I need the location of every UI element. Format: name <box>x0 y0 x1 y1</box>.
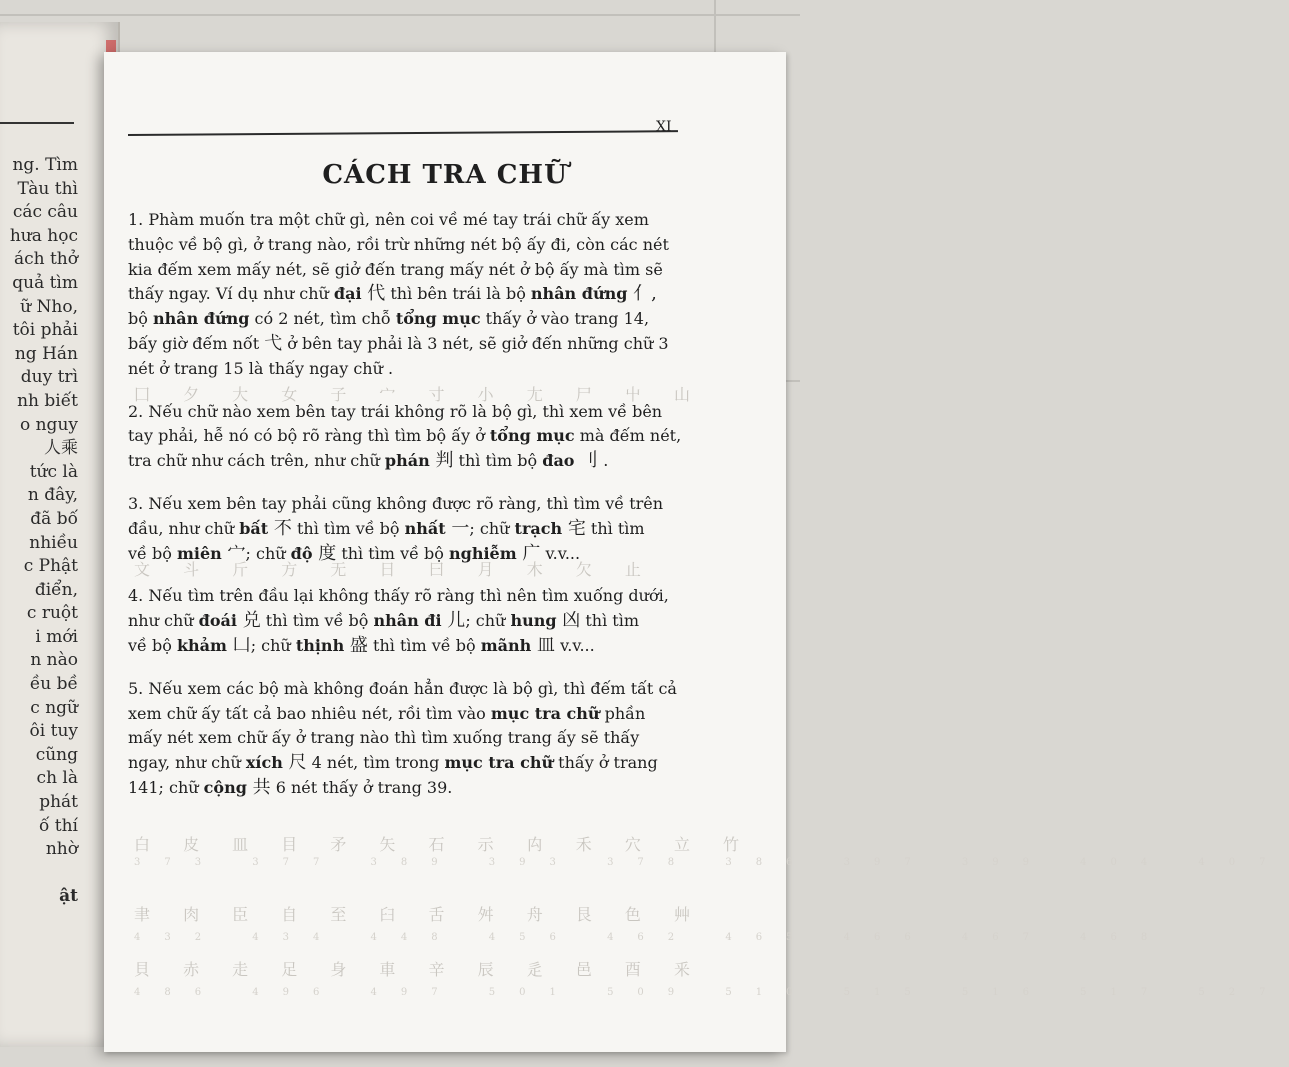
left-page-line: phát <box>39 792 78 813</box>
text-segment: thì tìm về bộ <box>367 635 481 655</box>
bold-term: miên <box>176 543 222 563</box>
text-segment: tay phải, hễ nó có bộ rõ ràng thì tìm bộ ấy ở <box>128 426 490 446</box>
bleed-through: 貝 赤 走 足 身 車 辛 辰 辵 邑 酉 釆 <box>134 960 704 979</box>
left-page-line: ật <box>59 886 78 907</box>
han-character: 皿 <box>531 634 555 656</box>
text-segment: thì bên trái là bộ <box>385 284 531 304</box>
book-page <box>104 52 1289 1052</box>
text-line <box>128 424 708 449</box>
bold-term: khảm <box>176 635 227 655</box>
page-number: XI <box>656 119 672 135</box>
text-segment: thấy ở vào trang 14, <box>480 309 650 329</box>
left-page-line: nhiều <box>29 532 78 553</box>
left-page-line: Tàu thì <box>17 178 78 199</box>
text-segment: về bộ <box>128 543 177 563</box>
text-segment: thấy ngay. Ví dụ như chữ <box>128 284 334 304</box>
bold-term: mục tra chữ <box>444 753 554 773</box>
text-segment: phần <box>599 703 646 723</box>
left-page-line: ng. Tìm <box>12 155 78 175</box>
text-segment: nét ở trang 15 là thấy ngay chữ . <box>128 358 394 378</box>
text-segment: 4. Nếu tìm trên đầu lại không thấy rõ ràng thì nên tìm xuống dưới, <box>128 586 669 606</box>
han-character: 凵 <box>226 634 251 656</box>
left-page-line: hưa học <box>9 225 78 246</box>
left-page-line: i mới <box>35 626 78 647</box>
left-page-line: ôi tuy <box>29 721 78 742</box>
left-page-line: duy trì <box>20 367 78 388</box>
left-page-line: ố thí <box>38 815 78 836</box>
text-line <box>128 702 708 727</box>
left-page-line: ch là <box>36 768 78 789</box>
floor-tile-line <box>0 14 800 16</box>
left-page-text <box>0 154 118 909</box>
text-segment: ; chữ <box>465 611 511 631</box>
text-segment: v.v... <box>540 543 581 563</box>
bold-term: tổng mục <box>395 309 481 329</box>
left-page-header-rule <box>0 122 74 124</box>
bleed-through: 囗 夕 大 女 子 宀 寸 小 尢 尸 屮 山 <box>134 385 704 404</box>
bold-term: cộng <box>203 777 247 797</box>
text-segment: thuộc về bộ gì, ở trang nào, rồi trừ những nét bộ ấy đi, còn các nét <box>128 234 669 254</box>
text-segment: tra chữ như cách trên, như chữ <box>128 451 385 471</box>
left-page-line: ều bề <box>29 674 78 695</box>
text-segment: mà đếm nét, <box>574 426 682 446</box>
text-line <box>128 282 708 307</box>
text-line <box>128 584 708 609</box>
paragraph-2 <box>128 400 708 474</box>
text-segment: ; chữ <box>245 543 291 563</box>
bold-term: tổng mục <box>489 426 575 446</box>
left-page <box>0 22 120 1047</box>
text-line <box>128 726 708 751</box>
text-segment: 3. Nếu xem bên tay phải cũng không được rõ ràng, thì tìm về trên <box>128 493 664 513</box>
text-segment: ; chữ <box>469 518 515 538</box>
bleed-through: 聿 肉 臣 自 至 臼 舌 舛 舟 艮 色 艸 <box>134 905 704 924</box>
bold-term: trạch <box>514 518 563 538</box>
left-page-line: c ngữ <box>30 697 78 718</box>
han-character: 代 <box>361 283 386 305</box>
left-page-line: đã bố <box>30 508 78 529</box>
bold-term: mãnh <box>480 635 532 655</box>
left-page-line: nh biết <box>17 390 78 411</box>
text-line <box>128 776 708 801</box>
text-segment: ngay, như chữ <box>128 753 246 773</box>
text-segment: 141; chữ <box>128 777 204 797</box>
text-line <box>128 400 708 425</box>
han-character: 弋 <box>264 332 283 354</box>
bold-term: đại <box>333 284 362 304</box>
han-character: 共 <box>246 776 271 798</box>
han-character: 刂 <box>574 450 599 472</box>
bleed-through: 486 496 497 501 509 510 515 516 517 527 <box>134 987 1289 998</box>
han-character: 不 <box>268 517 292 539</box>
text-segment: 5. Nếu xem các bộ mà không đoán hẳn được là bộ gì, thì đếm tất cả <box>128 678 677 698</box>
text-line <box>128 332 708 357</box>
bold-term: thịnh <box>295 635 345 655</box>
text-line <box>128 634 708 659</box>
text-line <box>128 751 708 776</box>
text-line <box>128 357 708 382</box>
left-page-line: nhờ <box>45 839 78 860</box>
bold-term: độ <box>290 543 313 563</box>
left-page-line: n nào <box>30 650 78 671</box>
text-segment: như chữ <box>128 611 199 631</box>
text-segment: . <box>598 451 609 471</box>
bold-term: nhân đứng <box>152 309 250 329</box>
text-line <box>128 677 708 702</box>
han-character: 宀 <box>221 542 246 564</box>
han-character: 兑 <box>236 610 261 632</box>
bold-term: hung <box>510 611 557 631</box>
han-character: 度 <box>312 542 337 564</box>
bleed-through: 白 皮 皿 目 矛 矢 石 示 禸 禾 穴 立 竹 <box>134 835 754 854</box>
left-page-line: ữ Nho, <box>20 296 78 317</box>
bold-term: xích <box>245 753 283 773</box>
text-line <box>128 233 708 258</box>
han-character: 宅 <box>562 517 586 539</box>
text-line <box>128 492 708 517</box>
bold-term: đoái <box>198 611 237 631</box>
han-character: 尺 <box>282 752 307 774</box>
bold-term: nhất <box>404 518 446 538</box>
han-character: 儿 <box>441 610 466 632</box>
text-segment: kia đếm xem mấy nét, sẽ giở đến trang mấy nét ở bộ ấy mà tìm sẽ <box>128 259 663 279</box>
text-segment: xem chữ ấy tất cả bao nhiêu nét, rồi tìm vào <box>128 703 491 723</box>
text-segment: ; chữ <box>250 635 296 655</box>
text-line <box>128 258 708 283</box>
left-page-line: ách thở <box>13 249 78 270</box>
left-page-line: 人乘 <box>44 438 78 459</box>
text-segment: mấy nét xem chữ ấy ở trang nào thì tìm xuống trang ấy sẽ thấy <box>128 728 640 748</box>
text-segment: đầu, như chữ <box>128 518 240 538</box>
header-rule <box>128 130 678 136</box>
text-segment: thì tìm <box>585 518 645 538</box>
left-page-line: quả tìm <box>12 272 78 293</box>
page-title: CÁCH TRA CHỮ <box>322 160 568 190</box>
text-segment: thì tìm bộ <box>453 451 543 471</box>
han-character: 广 <box>516 542 541 564</box>
han-character: 凶 <box>556 610 581 632</box>
text-line <box>128 517 708 542</box>
text-segment: v.v... <box>555 635 595 655</box>
bleed-through: 文 斗 斤 方 无 日 曰 月 木 欠 止 <box>134 560 655 579</box>
text-segment: thấy ở trang <box>553 753 658 773</box>
text-segment: bấy giờ đếm nốt <box>128 333 265 353</box>
paragraph-4 <box>128 584 708 658</box>
han-character: 亻, <box>627 283 657 305</box>
text-line <box>128 449 708 474</box>
left-page-line: tức là <box>29 461 78 482</box>
bleed-through: 432 434 448 456 462 465 466 467 468 <box>134 932 1172 943</box>
paragraph-3 <box>128 492 708 566</box>
text-segment: thì tìm về bộ <box>260 611 374 631</box>
text-segment: ở bên tay phải là 3 nét, sẽ giở đến những chữ 3 <box>282 333 669 353</box>
text-segment: 6 nét thấy ở trang 39. <box>270 777 453 797</box>
bold-term: nhân đứng <box>530 284 628 304</box>
bold-term: nhân đi <box>373 611 442 631</box>
left-page-line: o nguy <box>19 414 78 435</box>
text-segment: thì tìm về bộ <box>291 518 405 538</box>
text-segment: thì tìm về bộ <box>336 543 449 563</box>
left-page-line: c Phật <box>23 556 78 577</box>
text-segment: 2. Nếu chữ nào xem bên tay trái không rõ là bộ gì, thì xem về bên <box>128 401 663 421</box>
left-page-line: n đây, <box>27 485 78 506</box>
left-page-line: tôi phải <box>12 320 78 341</box>
left-page-line <box>0 862 118 886</box>
left-page-line: cũng <box>35 744 78 765</box>
left-page-line: ng Hán <box>14 343 78 364</box>
text-segment: về bộ <box>128 635 177 655</box>
text-segment: thì tìm <box>580 611 640 631</box>
text-segment: có 2 nét, tìm chỗ <box>249 309 396 329</box>
text-line <box>128 208 708 233</box>
left-page-line: điển, <box>34 579 78 600</box>
text-line <box>128 609 708 634</box>
paragraph-5 <box>128 677 708 801</box>
paragraph-1 <box>128 208 708 382</box>
text-segment: 1. Phàm muốn tra một chữ gì, nên coi về mé tay trái chữ ấy xem <box>128 210 649 229</box>
han-character: 判 <box>429 450 454 472</box>
text-line <box>128 542 708 567</box>
body-text <box>128 208 708 819</box>
left-page-line: các câu <box>12 202 78 223</box>
bold-term: mục tra chữ <box>490 703 600 723</box>
text-segment: bộ <box>128 309 153 329</box>
bold-term: bất <box>239 518 269 538</box>
han-character: 盛 <box>344 634 368 656</box>
bold-term: đao <box>542 451 575 471</box>
left-page-line: c ruột <box>26 603 78 624</box>
text-segment: 4 nét, tìm trong <box>306 753 445 773</box>
bleed-through: 373 377 389 393 378 386 397 399 404 407 <box>134 857 1289 868</box>
floor-tile-line <box>714 0 716 60</box>
text-line <box>128 307 708 332</box>
bold-term: phán <box>384 451 430 471</box>
bold-term: nghiễm <box>449 543 517 563</box>
han-character: 一 <box>445 517 470 539</box>
